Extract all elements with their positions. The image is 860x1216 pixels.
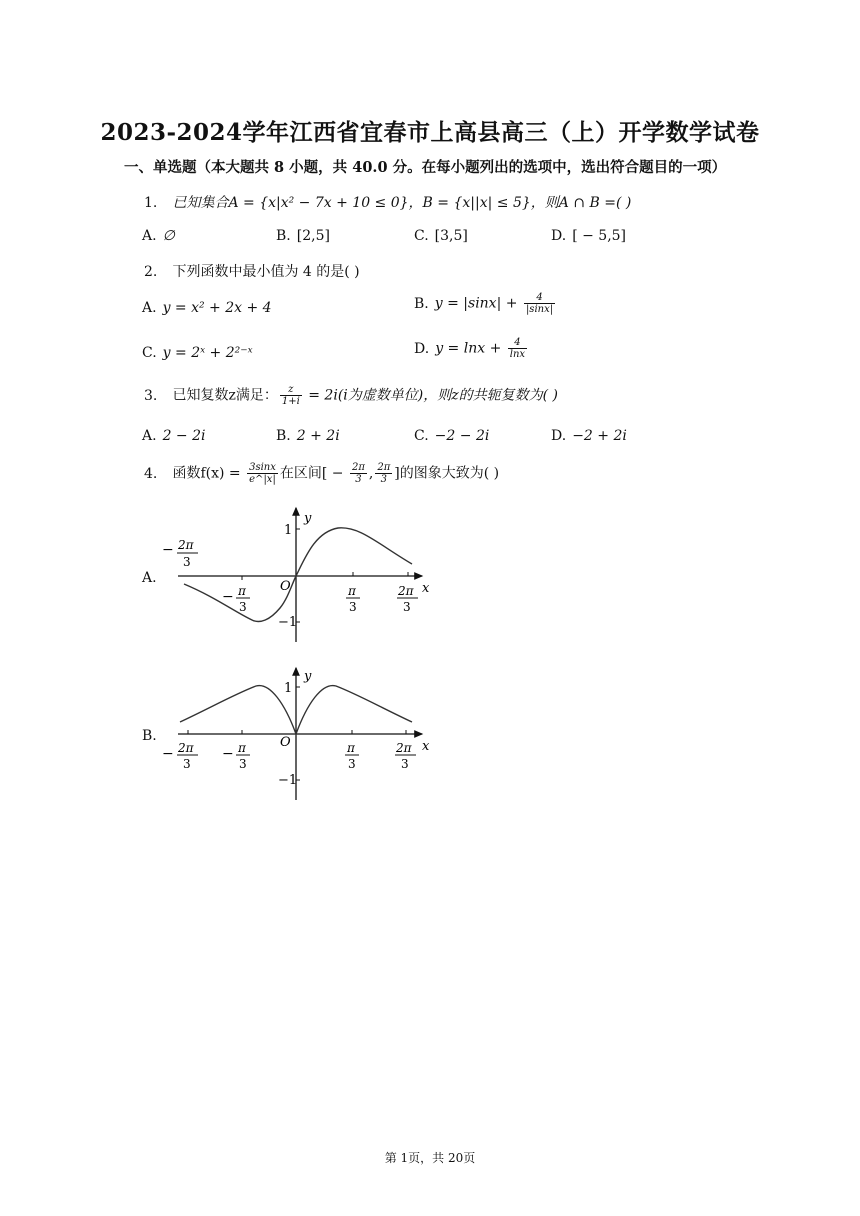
option-3a: A. 2 − 2i [142, 428, 206, 444]
tick-neg-2pi-3-den: 3 [183, 555, 191, 569]
origin-label: O [280, 735, 291, 750]
tick-neg-sign: − [162, 542, 174, 558]
tick-neg-1: −1 [278, 773, 298, 788]
tick-neg-pi-3-den: 3 [239, 600, 247, 614]
tick-neg-2pi-3-num: 2π [178, 538, 194, 552]
question-number: 1. [144, 195, 158, 211]
option-2d: D. y = lnx + $\frac{4}{\ln x}$ [414, 337, 526, 360]
page-title: 2023-2024学年江西省宜春市上高县高三（上）开学数学试卷 [100, 119, 760, 146]
question-number: 2. [144, 264, 158, 280]
question-stem: 下列函数中最小值为 4 的是( ) [172, 264, 360, 280]
option-1d: D. [ − 5,5] [551, 228, 627, 244]
tick-1: 1 [284, 681, 293, 696]
y-label: y [304, 669, 312, 684]
tick-pi-3-den: 3 [349, 600, 357, 614]
tick-neg-pi-3-num: π [238, 741, 246, 755]
tick-1: 1 [284, 523, 293, 538]
tick-neg-sign: − [162, 746, 174, 762]
question-stem: 已知集合A = {x|x² − 7x + 10 ≤ 0}，B = {x||x| ≤ 5}，则A ∩ B =( ) [172, 195, 632, 211]
tick-neg-sign: − [222, 746, 234, 762]
x-label: x [422, 739, 430, 754]
option-3b: B. 2 + 2i [276, 428, 340, 444]
graph-option-b [160, 664, 450, 804]
curve-a [184, 528, 412, 622]
tick-pi-3-num: π [347, 741, 355, 755]
option-4a-label: A. [142, 570, 157, 586]
tick-2pi-3-den: 3 [403, 600, 411, 614]
question-3: 3. 已知复数z满足： $\frac{z}{1+i}$ = 2i(i为虚数单位)，则z的共轭复数为( ) [144, 384, 558, 407]
tick-2pi-3-num: 2π [398, 584, 414, 598]
question-4: 4. 函数f(x) = $\frac{3\sin x}{e\^{}|x|}$ 在区间[ − $\frac{2\pi}{3}$ , $\frac{2\pi}{3}$ ]的图象大致为( ) [144, 462, 500, 485]
tick-2pi-3-num: 2π [396, 741, 412, 755]
tick-neg-2pi-3-num: 2π [178, 741, 194, 755]
option-2a: A. y = x² + 2x + 4 [142, 300, 272, 316]
option-2b: B. y = |sinx| + $\frac{4}{|\sin x|}$ [414, 292, 554, 315]
option-3c: C. −2 − 2i [414, 428, 490, 444]
tick-pi-3-den: 3 [348, 757, 356, 771]
tick-neg-2pi-3-den: 3 [183, 757, 191, 771]
section-heading: 一、单选题（本大题共 8 小题，共 40.0 分。在每小题列出的选项中，选出符合题目的一项） [124, 159, 727, 176]
option-4b-label: B. [142, 728, 157, 744]
question-1 [144, 192, 631, 212]
option-1c: C. [3,5] [414, 228, 468, 244]
option-1b: B. [2,5] [276, 228, 330, 244]
graph-option-a [160, 502, 450, 648]
y-label: y [304, 511, 312, 526]
option-1a: A. ∅ [142, 228, 175, 244]
question-number: 4. [144, 465, 158, 482]
option-2c: C. y = 2ˣ + 2²⁻ˣ [142, 345, 253, 361]
x-label: x [422, 581, 430, 596]
tick-2pi-3-den: 3 [401, 757, 409, 771]
tick-neg-sign: − [222, 589, 234, 605]
question-number: 3. [144, 387, 158, 404]
tick-neg-pi-3-den: 3 [239, 757, 247, 771]
tick-neg-pi-3-num: π [238, 584, 246, 598]
page-footer: 第 1页，共 20页 [384, 1151, 476, 1165]
tick-pi-3-num: π [348, 584, 356, 598]
origin-label: O [280, 579, 291, 594]
option-3d: D. −2 + 2i [551, 428, 627, 444]
question-2 [144, 261, 360, 281]
tick-neg-1: −1 [278, 615, 298, 630]
